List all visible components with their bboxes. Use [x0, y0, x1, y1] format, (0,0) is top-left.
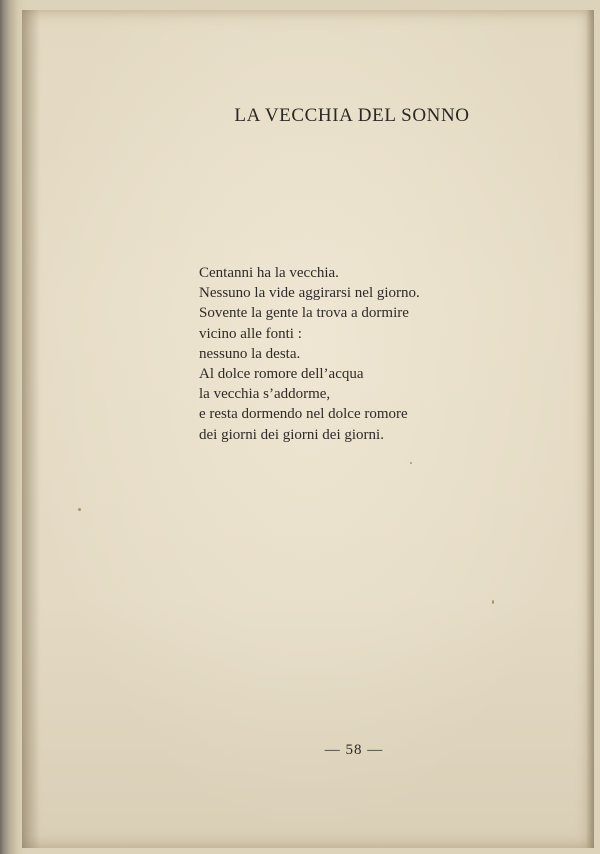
poem-title: LA VECCHIA DEL SONNO [234, 105, 470, 126]
poem-line: Al dolce romore dell’acqua [199, 366, 364, 383]
page-right-edge [586, 10, 594, 848]
poem-line: e resta dormendo nel dolce romore [199, 406, 408, 423]
poem-line: dei giorni dei giorni dei giorni. [199, 426, 384, 443]
page-number: — 58 — [324, 742, 384, 758]
paper-speck [78, 508, 81, 511]
poem-body [199, 263, 529, 445]
page-gutter-shadow [22, 10, 40, 848]
book-page [22, 10, 594, 848]
poem-line: Sovente la gente la trova a dormire [199, 305, 409, 322]
poem-line: nessuno la desta. [199, 345, 301, 362]
poem-line: vicino alle fonti : [199, 325, 302, 342]
poem-line: Nessuno la vide aggirarsi nel giorno. [199, 285, 420, 302]
paper-speck [410, 462, 412, 464]
poem-line: Centanni ha la vecchia. [199, 265, 339, 281]
poem-line: la vecchia s’addorme, [199, 386, 331, 403]
paper-speck [492, 600, 494, 604]
